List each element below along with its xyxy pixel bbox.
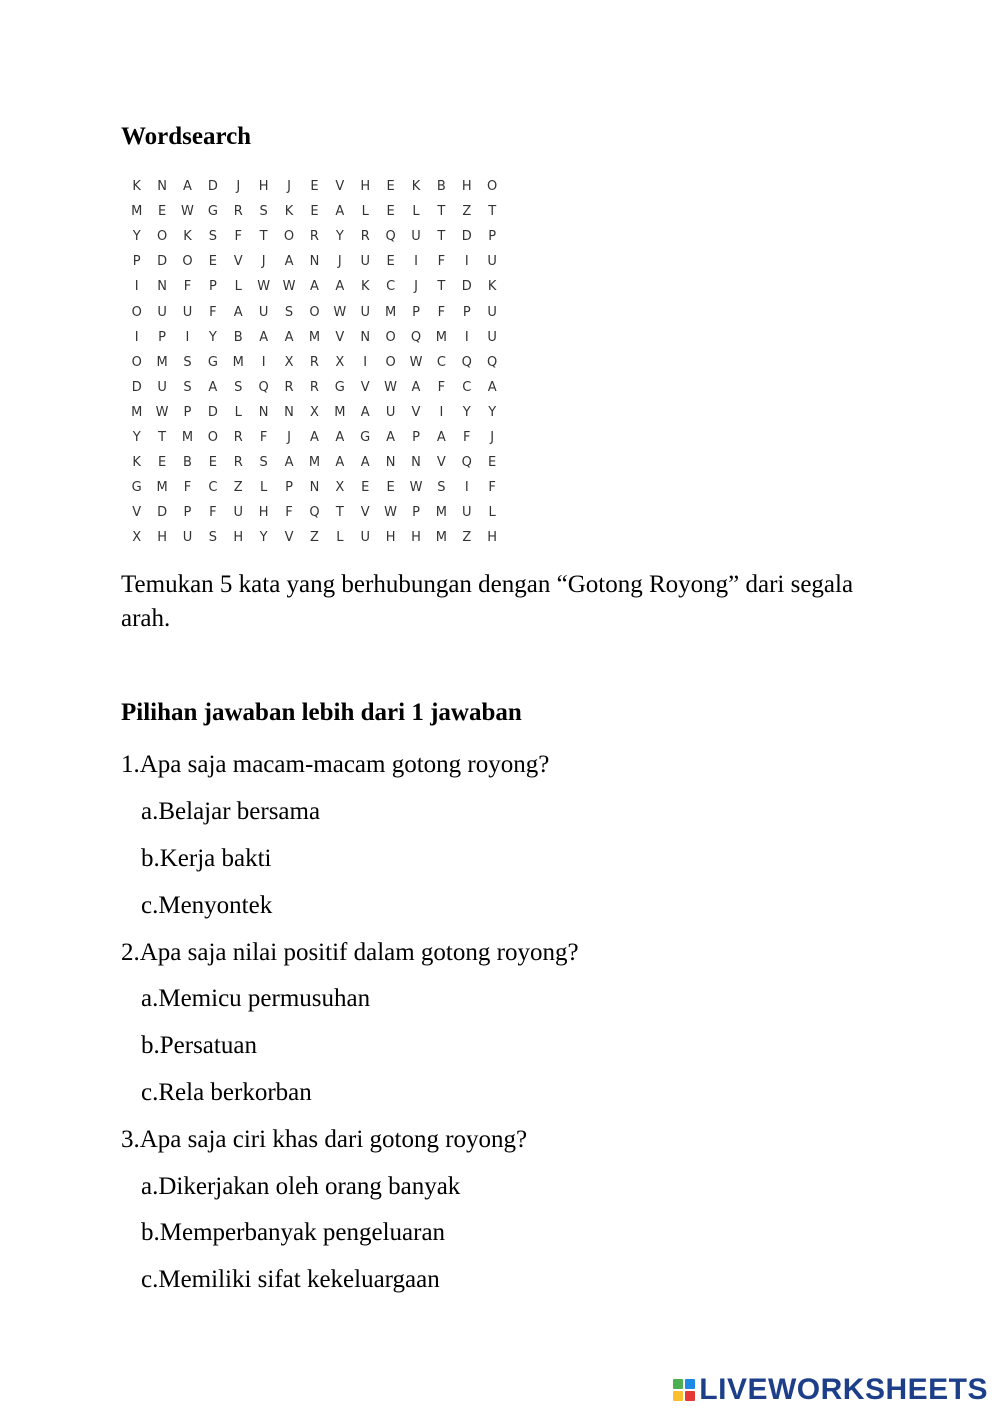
grid-letter[interactable]: Z: [462, 204, 472, 220]
question-list: [121, 742, 881, 1304]
grid-letter[interactable]: G: [360, 429, 371, 445]
grid-letter[interactable]: A: [309, 279, 319, 295]
grid-letter[interactable]: I: [261, 354, 266, 370]
grid-letter[interactable]: W: [333, 304, 347, 320]
grid-letter[interactable]: O: [385, 354, 396, 370]
answer-option[interactable]: a.Belajar bersama: [141, 798, 321, 826]
grid-letter[interactable]: P: [132, 254, 141, 270]
grid-letter[interactable]: K: [132, 179, 141, 195]
grid-letter[interactable]: P: [412, 429, 420, 445]
grid-letter[interactable]: N: [284, 404, 294, 420]
grid-letter[interactable]: U: [385, 404, 396, 420]
grid-letter[interactable]: J: [236, 179, 241, 195]
grid-letter[interactable]: A: [284, 254, 294, 270]
grid-letter[interactable]: W: [155, 404, 169, 420]
grid-letter[interactable]: M: [131, 404, 143, 420]
grid-letter[interactable]: D: [207, 179, 218, 195]
grid-letter[interactable]: M: [156, 480, 168, 496]
grid-letter[interactable]: K: [487, 279, 497, 295]
grid-letter[interactable]: S: [234, 379, 243, 395]
grid-letter[interactable]: I: [464, 329, 469, 345]
grid-letter[interactable]: R: [360, 229, 370, 245]
grid-letter[interactable]: E: [208, 455, 217, 471]
grid-letter[interactable]: G: [207, 354, 218, 370]
grid-letter[interactable]: Q: [410, 329, 422, 345]
grid-letter[interactable]: Z: [309, 530, 319, 546]
grid-letter[interactable]: A: [233, 304, 243, 320]
grid-letter[interactable]: I: [464, 254, 469, 270]
grid-letter[interactable]: Q: [309, 505, 320, 521]
grid-letter[interactable]: X: [132, 530, 142, 546]
grid-letter[interactable]: U: [157, 304, 167, 320]
grid-letter[interactable]: K: [132, 455, 141, 471]
grid-letter[interactable]: H: [360, 179, 371, 195]
grid-letter[interactable]: F: [285, 505, 293, 521]
grid-letter[interactable]: L: [234, 404, 242, 420]
grid-letter[interactable]: W: [384, 379, 398, 395]
grid-letter[interactable]: A: [436, 429, 446, 445]
grid-letter[interactable]: F: [209, 304, 217, 320]
grid-letter[interactable]: Q: [461, 455, 472, 471]
grid-letter[interactable]: W: [409, 480, 423, 496]
grid-letter[interactable]: S: [183, 379, 192, 395]
grid-letter[interactable]: U: [157, 379, 167, 395]
grid-letter[interactable]: S: [284, 304, 294, 320]
grid-letter[interactable]: N: [157, 279, 167, 295]
grid-letter[interactable]: F: [437, 379, 446, 395]
grid-letter[interactable]: R: [284, 379, 294, 395]
grid-letter[interactable]: V: [411, 404, 421, 420]
grid-letter[interactable]: R: [309, 229, 319, 245]
grid-letter[interactable]: K: [183, 229, 192, 245]
multiple-choice-title: Pilihan jawaban lebih dari 1 jawaban: [121, 699, 522, 726]
grid-letter[interactable]: O: [283, 229, 295, 245]
grid-letter[interactable]: Z: [233, 480, 243, 496]
grid-letter[interactable]: T: [437, 279, 446, 295]
grid-letter[interactable]: U: [462, 505, 472, 521]
grid-letter[interactable]: P: [412, 505, 420, 521]
grid-letter[interactable]: S: [437, 480, 446, 496]
grid-letter[interactable]: A: [309, 429, 319, 445]
answer-option[interactable]: a.Memicu permusuhan: [141, 985, 371, 1013]
answer-option[interactable]: a.Dikerjakan oleh orang banyak: [141, 1172, 461, 1200]
grid-letter[interactable]: H: [233, 530, 244, 546]
answer-option[interactable]: c.Memiliki sifat kekeluargaan: [141, 1266, 440, 1294]
grid-letter[interactable]: Y: [462, 404, 471, 420]
grid-letter[interactable]: O: [309, 304, 320, 320]
grid-letter[interactable]: D: [461, 229, 472, 245]
wordsearch-title: Wordsearch: [121, 123, 252, 150]
grid-letter[interactable]: E: [310, 179, 319, 195]
wordsearch-grid: [124, 174, 505, 550]
grid-letter[interactable]: Q: [258, 379, 269, 395]
grid-letter[interactable]: L: [234, 279, 242, 295]
grid-letter[interactable]: B: [436, 179, 446, 195]
grid-letter[interactable]: U: [360, 304, 370, 320]
grid-letter[interactable]: D: [131, 379, 142, 395]
grid-letter[interactable]: X: [335, 354, 345, 370]
grid-letter[interactable]: N: [385, 455, 396, 471]
liveworksheets-logo-mark-icon: [673, 1379, 695, 1401]
grid-letter[interactable]: M: [435, 329, 447, 345]
grid-letter[interactable]: T: [437, 229, 446, 245]
grid-letter[interactable]: L: [488, 505, 496, 521]
question-2: 2.Apa saja nilai positif dalam gotong royong?: [121, 938, 579, 966]
grid-letter[interactable]: L: [412, 204, 420, 220]
grid-letter[interactable]: P: [183, 404, 192, 420]
grid-letter[interactable]: Q: [385, 229, 396, 245]
grid-letter[interactable]: J: [287, 179, 291, 195]
grid-letter[interactable]: Q: [487, 354, 498, 370]
grid-letter[interactable]: T: [158, 429, 167, 445]
grid-letter[interactable]: O: [207, 429, 218, 445]
grid-letter[interactable]: E: [157, 455, 167, 471]
grid-letter[interactable]: V: [335, 329, 345, 345]
grid-letter[interactable]: A: [284, 455, 294, 471]
grid-letter[interactable]: P: [412, 304, 420, 320]
grid-letter[interactable]: Y: [132, 229, 141, 245]
grid-letter[interactable]: I: [464, 480, 469, 496]
grid-letter[interactable]: P: [158, 329, 166, 345]
grid-letter[interactable]: I: [439, 404, 444, 420]
grid-letter[interactable]: G: [131, 480, 142, 496]
logo-square: [685, 1379, 695, 1389]
grid-letter[interactable]: T: [335, 505, 344, 521]
grid-letter[interactable]: P: [462, 304, 471, 320]
grid-letter[interactable]: E: [386, 480, 395, 496]
grid-letter[interactable]: F: [437, 254, 446, 270]
grid-letter[interactable]: W: [384, 505, 398, 521]
grid-letter[interactable]: H: [385, 530, 396, 546]
grid-letter[interactable]: L: [260, 480, 268, 496]
grid-letter[interactable]: P: [183, 505, 192, 521]
grid-letter[interactable]: N: [157, 179, 167, 195]
grid-letter[interactable]: A: [259, 329, 269, 345]
grid-letter[interactable]: O: [156, 229, 168, 245]
grid-letter[interactable]: Q: [461, 354, 472, 370]
grid-letter[interactable]: M: [384, 304, 397, 320]
grid-letter[interactable]: M: [232, 354, 244, 370]
grid-letter[interactable]: T: [488, 204, 497, 220]
answer-option[interactable]: b.Memperbanyak pengeluaran: [141, 1219, 446, 1247]
grid-letter[interactable]: N: [258, 404, 269, 420]
grid-letter[interactable]: A: [360, 404, 370, 420]
grid-letter[interactable]: X: [335, 480, 345, 496]
grid-letter[interactable]: R: [233, 455, 243, 471]
grid-letter[interactable]: E: [310, 204, 319, 220]
grid-letter[interactable]: C: [436, 354, 446, 370]
grid-letter[interactable]: I: [134, 279, 139, 295]
grid-letter[interactable]: M: [435, 530, 447, 546]
grid-letter[interactable]: A: [386, 429, 396, 445]
grid-letter[interactable]: N: [309, 480, 320, 496]
answer-option[interactable]: b.Kerja bakti: [141, 844, 272, 872]
grid-letter[interactable]: V: [360, 505, 370, 521]
grid-letter[interactable]: H: [461, 179, 472, 195]
grid-letter[interactable]: S: [208, 530, 217, 546]
answer-option[interactable]: c.Menyontek: [141, 891, 273, 919]
logo-square: [685, 1391, 695, 1401]
grid-letter[interactable]: W: [282, 279, 296, 295]
grid-letter[interactable]: N: [309, 254, 320, 270]
grid-letter[interactable]: O: [131, 354, 142, 370]
grid-letter[interactable]: V: [284, 530, 294, 546]
grid-letter[interactable]: S: [183, 354, 192, 370]
grid-letter[interactable]: I: [185, 329, 190, 345]
grid-letter[interactable]: R: [309, 379, 319, 395]
grid-letter[interactable]: I: [134, 329, 139, 345]
grid-letter[interactable]: Y: [208, 329, 217, 345]
grid-letter[interactable]: C: [462, 379, 472, 395]
grid-letter[interactable]: I: [363, 354, 368, 370]
grid-letter[interactable]: A: [411, 379, 421, 395]
grid-letter[interactable]: Y: [488, 404, 497, 420]
grid-letter[interactable]: A: [335, 429, 345, 445]
grid-letter[interactable]: O: [182, 254, 193, 270]
grid-letter[interactable]: J: [337, 254, 342, 270]
grid-letter[interactable]: D: [157, 254, 168, 270]
grid-letter[interactable]: V: [335, 179, 345, 195]
grid-letter[interactable]: E: [386, 179, 395, 195]
grid-letter[interactable]: K: [360, 279, 370, 295]
grid-letter[interactable]: O: [131, 304, 142, 320]
grid-letter[interactable]: X: [284, 354, 294, 370]
grid-letter[interactable]: U: [411, 229, 421, 245]
grid-letter[interactable]: E: [208, 254, 217, 270]
grid-letter[interactable]: V: [132, 505, 142, 521]
grid-letter[interactable]: M: [435, 505, 447, 521]
grid-letter[interactable]: T: [259, 229, 268, 245]
grid-letter[interactable]: M: [131, 204, 143, 220]
grid-letter[interactable]: J: [414, 279, 418, 295]
grid-letter[interactable]: X: [309, 404, 319, 420]
grid-letter[interactable]: F: [463, 429, 471, 445]
grid-letter[interactable]: H: [487, 530, 498, 546]
grid-letter[interactable]: W: [409, 354, 423, 370]
grid-letter[interactable]: A: [208, 379, 218, 395]
grid-letter[interactable]: I: [414, 254, 418, 270]
question-1: 1.Apa saja macam-macam gotong royong?: [121, 751, 550, 779]
grid-letter[interactable]: W: [181, 204, 194, 220]
grid-letter[interactable]: U: [258, 304, 269, 320]
grid-letter[interactable]: S: [208, 229, 217, 245]
answer-option[interactable]: b.Persatuan: [141, 1032, 257, 1060]
grid-letter[interactable]: S: [259, 455, 268, 471]
grid-letter[interactable]: O: [385, 329, 396, 345]
grid-letter[interactable]: R: [233, 429, 243, 445]
grid-letter[interactable]: O: [487, 179, 498, 195]
grid-letter[interactable]: M: [156, 354, 168, 370]
grid-letter[interactable]: U: [487, 304, 497, 320]
grid-letter[interactable]: H: [258, 505, 269, 521]
grid-letter[interactable]: A: [360, 455, 370, 471]
liveworksheets-logo-text: LIVEWORKSHEETS: [699, 1373, 988, 1406]
grid-letter[interactable]: N: [360, 329, 371, 345]
grid-letter[interactable]: G: [207, 204, 218, 220]
grid-letter[interactable]: K: [284, 204, 294, 220]
grid-letter[interactable]: R: [233, 204, 243, 220]
grid-letter[interactable]: F: [183, 480, 192, 496]
grid-letter[interactable]: F: [488, 480, 496, 496]
question-3: 3.Apa saja ciri khas dari gotong royong?: [121, 1125, 528, 1153]
grid-letter[interactable]: H: [157, 530, 167, 546]
grid-letter[interactable]: F: [183, 279, 192, 295]
grid-letter[interactable]: V: [436, 455, 446, 471]
grid-letter[interactable]: W: [257, 279, 271, 295]
grid-letter[interactable]: A: [284, 329, 294, 345]
grid-letter[interactable]: Y: [335, 229, 344, 245]
grid-letter[interactable]: L: [361, 204, 369, 220]
answer-option[interactable]: c.Rela berkorban: [141, 1078, 312, 1106]
grid-letter[interactable]: M: [334, 404, 346, 420]
grid-letter[interactable]: P: [488, 229, 497, 245]
grid-letter[interactable]: U: [360, 254, 370, 270]
grid-letter[interactable]: F: [259, 429, 268, 445]
grid-letter[interactable]: G: [334, 379, 345, 395]
grid-letter[interactable]: J: [490, 429, 495, 445]
grid-letter[interactable]: A: [335, 279, 345, 295]
grid-letter[interactable]: M: [181, 429, 194, 445]
logo-square: [673, 1391, 683, 1401]
grid-letter[interactable]: D: [461, 279, 472, 295]
grid-letter[interactable]: E: [361, 480, 370, 496]
grid-letter[interactable]: U: [360, 530, 370, 546]
grid-letter[interactable]: R: [309, 354, 319, 370]
grid-letter[interactable]: U: [182, 304, 193, 320]
grid-letter[interactable]: U: [487, 254, 497, 270]
grid-letter[interactable]: M: [308, 455, 321, 471]
grid-letter[interactable]: H: [258, 179, 269, 195]
grid-letter[interactable]: Y: [132, 429, 141, 445]
grid-letter[interactable]: J: [287, 429, 291, 445]
grid-letter[interactable]: H: [411, 530, 421, 546]
grid-letter[interactable]: E: [488, 455, 497, 471]
grid-letter[interactable]: L: [336, 530, 344, 546]
grid-letter[interactable]: V: [360, 379, 370, 395]
grid-letter[interactable]: K: [411, 179, 421, 195]
grid-letter[interactable]: A: [335, 455, 345, 471]
grid-letter[interactable]: C: [208, 480, 218, 496]
grid-letter[interactable]: A: [183, 179, 192, 195]
grid-letter[interactable]: A: [487, 379, 497, 395]
grid-letter[interactable]: J: [261, 254, 266, 270]
grid-letter[interactable]: A: [335, 204, 345, 220]
grid-letter[interactable]: C: [386, 279, 396, 295]
grid-letter[interactable]: P: [285, 480, 293, 496]
grid-letter[interactable]: S: [259, 204, 268, 220]
grid-letter[interactable]: E: [157, 204, 167, 220]
grid-letter[interactable]: U: [233, 505, 244, 521]
grid-letter[interactable]: P: [208, 279, 217, 295]
grid-letter[interactable]: T: [437, 204, 446, 220]
grid-letter[interactable]: E: [386, 204, 395, 220]
grid-letter[interactable]: N: [411, 455, 421, 471]
grid-letter[interactable]: U: [487, 329, 497, 345]
grid-letter[interactable]: V: [233, 254, 243, 270]
grid-letter[interactable]: M: [308, 329, 321, 345]
grid-letter[interactable]: E: [386, 254, 395, 270]
grid-letter[interactable]: F: [209, 505, 217, 521]
wordsearch-instruction: Temukan 5 kata yang berhubungan dengan “Gotong Royong” dari segala arah.: [121, 571, 854, 632]
grid-letter[interactable]: B: [183, 455, 192, 471]
grid-letter[interactable]: U: [182, 530, 193, 546]
grid-letter[interactable]: D: [207, 404, 218, 420]
grid-letter[interactable]: B: [233, 329, 243, 345]
grid-letter[interactable]: Y: [259, 530, 268, 546]
grid-letter[interactable]: F: [234, 229, 242, 245]
grid-letter[interactable]: D: [157, 505, 168, 521]
liveworksheets-logo: [673, 1374, 988, 1406]
grid-letter[interactable]: F: [437, 304, 446, 320]
logo-square: [673, 1379, 683, 1389]
grid-letter[interactable]: Z: [462, 530, 472, 546]
